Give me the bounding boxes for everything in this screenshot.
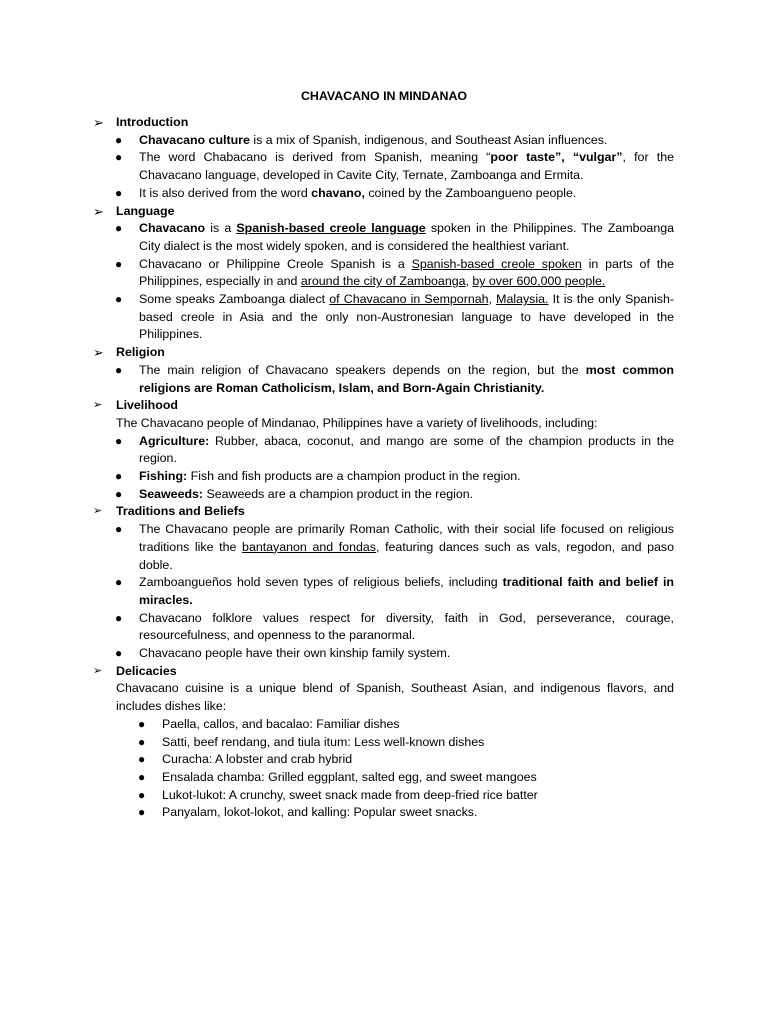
religion-list bbox=[91, 362, 674, 397]
section-heading-religion: ➢ Religion bbox=[93, 345, 165, 361]
list-item: ● Chavacano is a Spanish-based creole language spoken in the Philippines. The Zamboanga City dialect is the most widely spoken, and is considered the healthiest variant. bbox=[115, 221, 674, 253]
bullet-icon: ● bbox=[115, 522, 123, 537]
list-item: ● Zamboangueños hold seven types of religious beliefs, including traditional faith and belief in miracles. bbox=[115, 575, 675, 607]
bullet-icon: ● bbox=[138, 805, 146, 820]
list-item: ● The Chavacano people are primarily Roman Catholic, with their social life focused on religious traditions like the bantayanon and fondas, featuring dances such as vals, regodon, and paso doble. bbox=[115, 522, 675, 572]
introduction-list bbox=[91, 132, 674, 203]
list-item: ● Paella, callos, and bacalao: Familiar dishes bbox=[162, 716, 674, 734]
section-heading-introduction: ➢ Introduction bbox=[93, 115, 189, 130]
arrow-bullet-icon: ➢ bbox=[93, 664, 103, 677]
bullet-icon: ● bbox=[115, 610, 123, 625]
section-heading-delicacies: ➢ Delicacies bbox=[91, 663, 674, 681]
list-item: ● Agriculture: Rubber, abaca, coconut, and mango are some of the champion products in the region. bbox=[115, 433, 674, 466]
bullet-icon: ● bbox=[115, 221, 123, 236]
language-list bbox=[91, 220, 674, 344]
arrow-bullet-icon: ➢ bbox=[93, 399, 103, 412]
bullet-icon: ● bbox=[115, 646, 123, 661]
list-item: ● Fishing: Fish and fish products are a champion product in the region. bbox=[139, 468, 674, 486]
bullet-icon: ● bbox=[115, 433, 123, 448]
bullet-icon: ● bbox=[115, 575, 123, 590]
bullet-icon: ● bbox=[115, 185, 123, 200]
arrow-bullet-icon: ➢ bbox=[93, 505, 103, 518]
livelihood-intro: The Chavacano people of Mindanao, Philippines have a variety of livelihoods, including: bbox=[116, 415, 598, 430]
section-heading-language: ➢ Language bbox=[93, 203, 175, 219]
document-body bbox=[91, 114, 674, 822]
list-item: ● Chavacano culture is a mix of Spanish, indigenous, and Southeast Asian influences. bbox=[139, 132, 674, 150]
bullet-icon: ● bbox=[138, 716, 146, 731]
list-item: ● Seaweeds: Seaweeds are a champion product in the region. bbox=[139, 486, 674, 504]
arrow-bullet-icon: ➢ bbox=[93, 345, 104, 361]
bullet-icon: ● bbox=[115, 256, 123, 271]
section-heading-traditions: ➢ Traditions and Beliefs bbox=[91, 503, 674, 521]
list-item: ● Ensalada chamba: Grilled eggplant, salted egg, and sweet mangoes bbox=[162, 769, 674, 787]
bullet-icon: ● bbox=[115, 469, 123, 483]
list-item: ● Lukot-lukot: A crunchy, sweet snack made from deep-fried rice batter bbox=[162, 787, 674, 805]
list-item: ● Chavacano people have their own kinship family system. bbox=[139, 645, 674, 663]
bullet-icon: ● bbox=[115, 362, 123, 377]
list-item: ● Some speaks Zamboanga dialect of Chavacano in Sempornah, Malaysia. It is the only Spanish-based creole in Asia and the only non-Austronesian language to have developed in the Philippines. bbox=[115, 292, 675, 342]
bullet-icon: ● bbox=[115, 486, 123, 501]
list-item: ● Chavacano folklore values respect for diversity, faith in God, perseverance, courage, resourcefulness, and openness to the paranormal. bbox=[115, 610, 674, 643]
list-item: ● Chavacano or Philippine Creole Spanish is a Spanish-based creole spoken in parts of the Philippines, especially in and around the city of Zamboanga, by over 600,000 people. bbox=[115, 256, 674, 289]
section-heading-livelihood: ➢ Livelihood bbox=[91, 397, 674, 415]
arrow-bullet-icon: ➢ bbox=[93, 115, 104, 130]
list-item: ● Panyalam, lokot-lokot, and kalling: Popular sweet snacks. bbox=[162, 804, 674, 822]
list-item: ● The main religion of Chavacano speakers depends on the region, but the most common religions are Roman Catholicism, Islam, and Born-Again Christianity. bbox=[115, 362, 674, 395]
page-title: CHAVACANO IN MINDANAO bbox=[300, 89, 468, 103]
bullet-icon: ● bbox=[115, 132, 123, 147]
delicacies-intro: Chavacano cuisine is a unique blend of Spanish, Southeast Asian, and indigenous flavors, and includes dishes like: bbox=[116, 681, 674, 714]
bullet-icon: ● bbox=[115, 292, 123, 306]
bullet-icon: ● bbox=[138, 752, 146, 767]
list-item: ● It is also derived from the word chavano, coined by the Zamboangueno people. bbox=[139, 185, 674, 203]
bullet-icon: ● bbox=[138, 769, 146, 784]
list-item: ● Satti, beef rendang, and tiula itum: Less well-known dishes bbox=[162, 734, 674, 752]
livelihood-list bbox=[91, 433, 674, 504]
delicacies-list bbox=[91, 716, 674, 822]
traditions-list bbox=[91, 521, 674, 663]
bullet-icon: ● bbox=[115, 150, 123, 165]
list-item: ● Curacha: A lobster and crab hybrid bbox=[162, 751, 674, 769]
arrow-bullet-icon: ➢ bbox=[93, 203, 104, 219]
list-item: ● The word Chabacano is derived from Spanish, meaning “poor taste”, “vulgar”, for the Chavacano language, developed in Cavite City, Ternate, Zamboanga and Ermita. bbox=[115, 150, 674, 183]
bullet-icon: ● bbox=[138, 734, 146, 749]
bullet-icon: ● bbox=[138, 787, 146, 802]
